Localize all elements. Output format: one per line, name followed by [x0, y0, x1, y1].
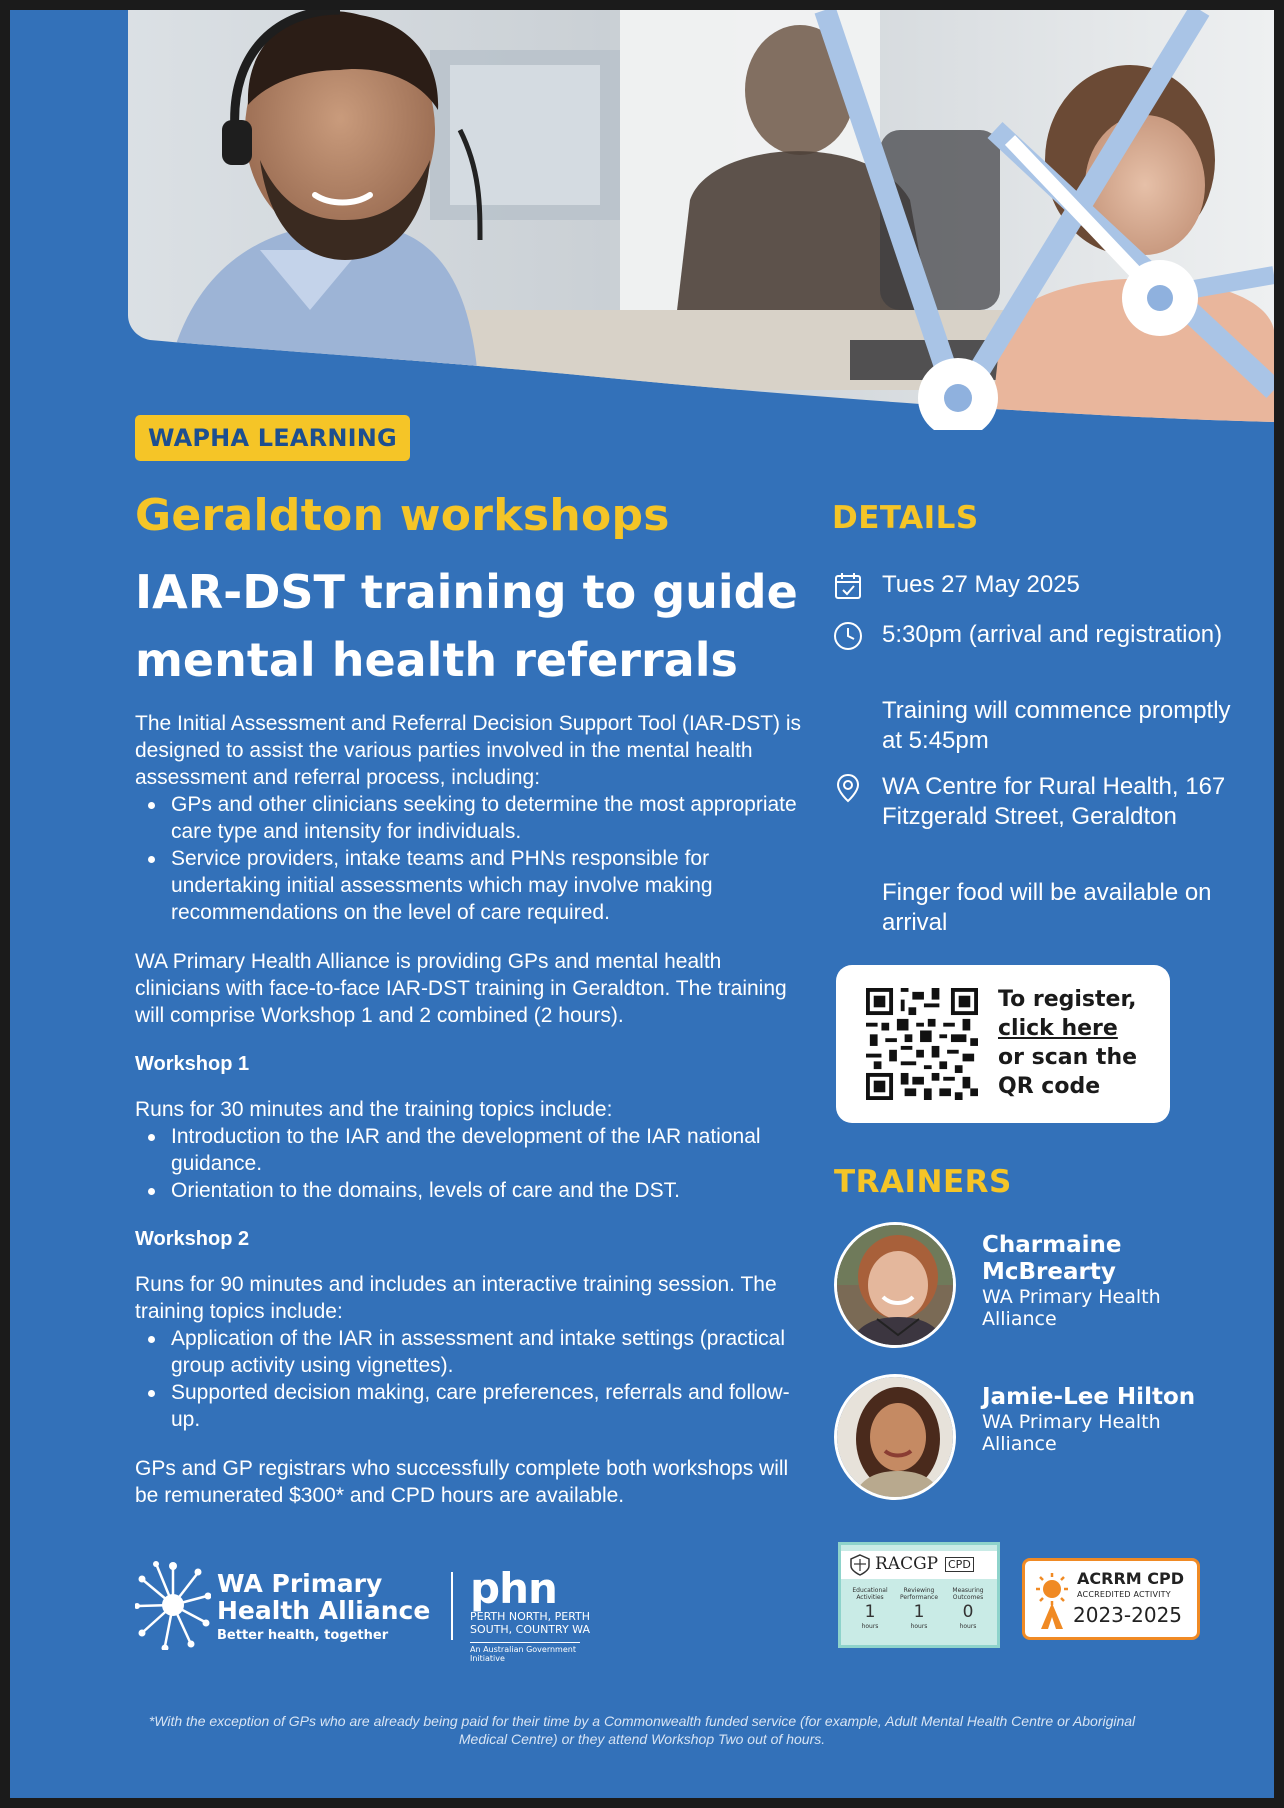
wapha-starburst-icon — [135, 1560, 211, 1650]
acrrm-years: 2023-2025 — [1073, 1603, 1183, 1627]
trainer-org: WA Primary Health Alliance — [982, 1411, 1161, 1455]
trainer-name: Charmaine McBrearty WA Primary Health Alliance — [982, 1232, 1222, 1330]
date-text: Tues 27 May 2025 — [882, 571, 1080, 598]
calendar-icon — [832, 570, 864, 602]
workshop-2-text: Runs for 90 minutes and includes an interactive training session. The training topics include: — [135, 1273, 777, 1323]
list-item: Supported decision making, care preferences, referrals and follow-up. — [135, 1379, 805, 1433]
acrrm-logo-icon — [1033, 1571, 1071, 1631]
avatar — [834, 1374, 956, 1500]
workshop-1-list — [135, 1123, 805, 1204]
partner-logos — [135, 1550, 615, 1663]
racgp-crest-icon — [849, 1554, 871, 1576]
wapha-logo-text: WA Primary Health Alliance Better health, together — [217, 1569, 431, 1643]
delivery-paragraph: WA Primary Health Alliance is providing GPs and mental health clinicians with face-to-face IAR-DST training in Geraldton. The training will comprise Workshop 1 and 2 combined (2 hours). — [135, 950, 787, 1027]
register-box — [836, 965, 1170, 1123]
flyer-page — [10, 10, 1274, 1798]
trainers-heading: TRAINERS — [834, 1164, 1012, 1200]
workshop-2-list — [135, 1325, 805, 1433]
location-text: WA Centre for Rural Health, 167 Fitzgerald Street, Geraldton — [882, 773, 1226, 830]
register-link[interactable]: click here — [998, 1016, 1118, 1041]
page-title: Geraldton workshops — [135, 490, 670, 541]
racgp-column: Measuring Outcomes 0 hours — [952, 1587, 984, 1630]
racgp-name: RACGP — [875, 1554, 939, 1574]
clock-icon — [832, 620, 864, 652]
commence-text: Training will commence promptly at 5:45pm — [882, 697, 1231, 754]
phn-logo: phn PERTH NORTH, PERTH SOUTH, COUNTRY WA An Australian Government Initiative — [470, 1564, 591, 1663]
avatar — [834, 1222, 956, 1348]
location-pin-icon — [832, 772, 864, 804]
detail-time — [832, 620, 1252, 650]
trainer-name: Jamie-Lee Hilton WA Primary Health Alliance — [982, 1384, 1222, 1455]
list-item: GPs and other clinicians seeking to determine the most appropriate care type and intensity for individuals. — [135, 791, 805, 845]
list-item: Introduction to the IAR and the development of the IAR national guidance. — [135, 1123, 805, 1177]
page-subtitle: IAR-DST training to guide mental health referrals — [135, 565, 798, 687]
detail-location — [832, 772, 1252, 832]
time-text: 5:30pm (arrival and registration) — [882, 621, 1223, 648]
logo-divider — [451, 1572, 453, 1640]
workshop-2-heading: Workshop 2 — [135, 1228, 250, 1250]
register-line-3: or scan the QR code — [998, 1045, 1138, 1099]
acrrm-title: ACRRM CPD — [1077, 1569, 1185, 1588]
racgp-cpd-label: CPD — [945, 1557, 974, 1572]
racgp-column: Reviewing Performance 1 hours — [899, 1587, 939, 1630]
list-item: Application of the IAR in assessment and intake settings (practical group activity using vignettes). — [135, 1325, 805, 1379]
intro-bullet-list — [135, 791, 805, 926]
racgp-cpd-badge — [838, 1542, 1000, 1648]
intro-paragraph: The Initial Assessment and Referral Decision Support Tool (IAR-DST) is designed to assist the various parties involved in the mental health assessment and referral process, including: — [135, 712, 802, 789]
detail-date — [832, 570, 1252, 600]
remuneration-paragraph: GPs and GP registrars who successfully complete both workshops will be remunerated $300* and CPD hours are available. — [135, 1457, 789, 1507]
register-line-1: To register, — [998, 987, 1137, 1012]
food-text: Finger food will be available on arrival — [882, 879, 1212, 936]
acrrm-subtitle: ACCREDITED ACTIVITY — [1077, 1590, 1171, 1599]
trainer-card — [834, 1374, 1254, 1504]
detail-commence — [832, 696, 1252, 756]
workshop-1-text: Runs for 30 minutes and the training topics include: — [135, 1098, 613, 1121]
register-text — [998, 985, 1163, 1101]
list-item: Service providers, intake teams and PHNs responsible for undertaking initial assessments which may involve making recommendations on the level of care required. — [135, 845, 805, 926]
detail-food — [832, 878, 1252, 938]
details-heading: DETAILS — [832, 500, 979, 536]
qr-code-icon[interactable] — [866, 988, 978, 1100]
body-column — [135, 710, 805, 1509]
workshop-1-heading: Workshop 1 — [135, 1053, 250, 1075]
racgp-column: Educational Activities 1 hours — [852, 1587, 888, 1630]
wapha-learning-badge: WAPHA LEARNING — [135, 415, 410, 461]
footnote: *With the exception of GPs who are already being paid for their time by a Commonwealth funded service (for example, Adult Mental Health Centre or Aboriginal Medical Centre) or they attend Workshop Two out of hours. — [148, 1713, 1136, 1747]
acrrm-cpd-badge — [1022, 1558, 1200, 1640]
hero-photo — [10, 10, 1274, 430]
trainer-org: WA Primary Health Alliance — [982, 1286, 1161, 1330]
trainer-card — [834, 1222, 1254, 1352]
list-item: Orientation to the domains, levels of care and the DST. — [135, 1177, 805, 1204]
